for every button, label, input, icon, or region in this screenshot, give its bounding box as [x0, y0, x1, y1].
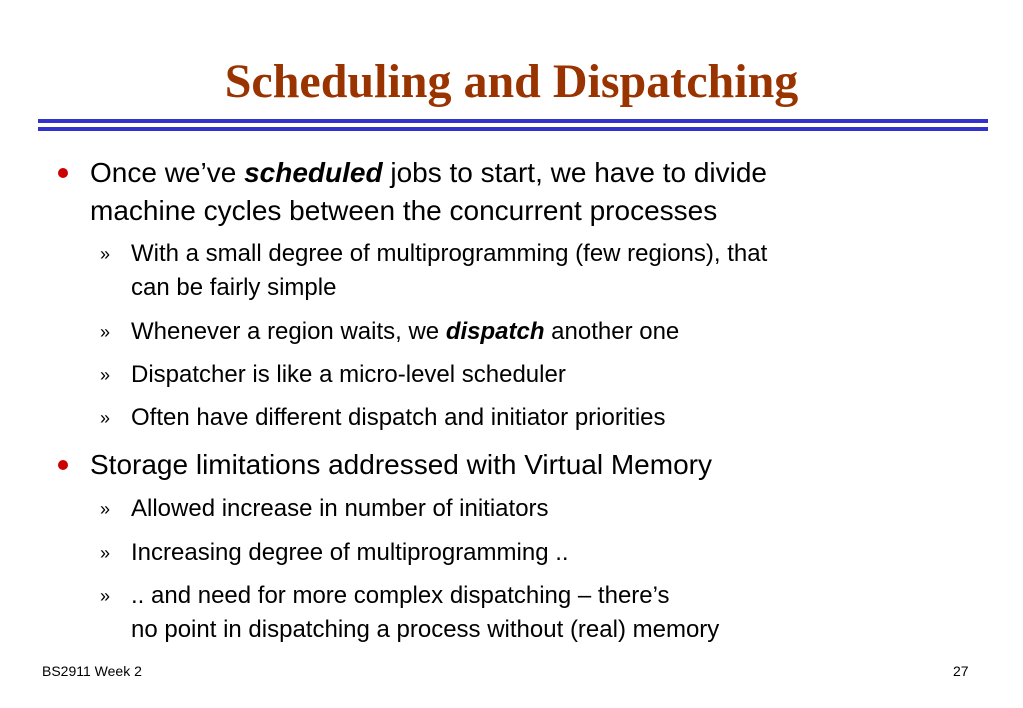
sub-item-1-3: Dispatcher is like a micro-level scheduler — [131, 361, 566, 388]
sub-item-1-2-text-after: another one — [544, 318, 680, 345]
sub-item-1-2 — [131, 316, 679, 348]
sub-item-1-2-text-before: Whenever a region waits, we — [131, 318, 446, 345]
sub-marker: » — [100, 322, 111, 342]
slide-title: Scheduling and Dispatching — [224, 55, 799, 108]
bullet-1-line-2: machine cycles between the concurrent processes — [90, 195, 718, 226]
sub-item-2-2: Increasing degree of multiprogramming .. — [131, 539, 569, 566]
bullet-1-emphasis: scheduled — [244, 157, 383, 188]
sub-item-1-4: Often have different dispatch and initiator priorities — [131, 404, 666, 431]
bullet-1-line-1 — [90, 156, 767, 190]
sub-item-1-2-emphasis: dispatch — [445, 318, 545, 345]
page-number: 27 — [953, 663, 969, 679]
sub-item-1-1-line-1: With a small degree of multiprogramming (few regions), that — [131, 240, 768, 267]
title-rule-bottom — [38, 127, 988, 131]
sub-marker: » — [100, 365, 111, 385]
bullet-1-text-before: Once we’ve — [90, 157, 245, 188]
sub-item-2-3-line-1: .. and need for more complex dispatching – there’s — [131, 582, 670, 609]
sub-item-1-1-line-2: can be fairly simple — [131, 274, 337, 301]
bullet-2-line-1: Storage limitations addressed with Virtual Memory — [90, 449, 712, 480]
footer-course: BS2911 Week 2 — [42, 663, 142, 679]
bullet-dot — [58, 168, 68, 178]
sub-marker: » — [100, 244, 111, 264]
sub-item-2-1: Allowed increase in number of initiators — [131, 495, 549, 522]
title-rule-top — [38, 119, 988, 123]
bullet-1-text-after: jobs to start, we have to divide — [382, 157, 767, 188]
sub-marker: » — [100, 408, 111, 428]
bullet-dot — [58, 460, 68, 470]
sub-marker: » — [100, 586, 111, 606]
sub-marker: » — [100, 499, 111, 519]
sub-marker: » — [100, 543, 111, 563]
sub-item-2-3-line-2: no point in dispatching a process without (real) memory — [131, 616, 720, 643]
